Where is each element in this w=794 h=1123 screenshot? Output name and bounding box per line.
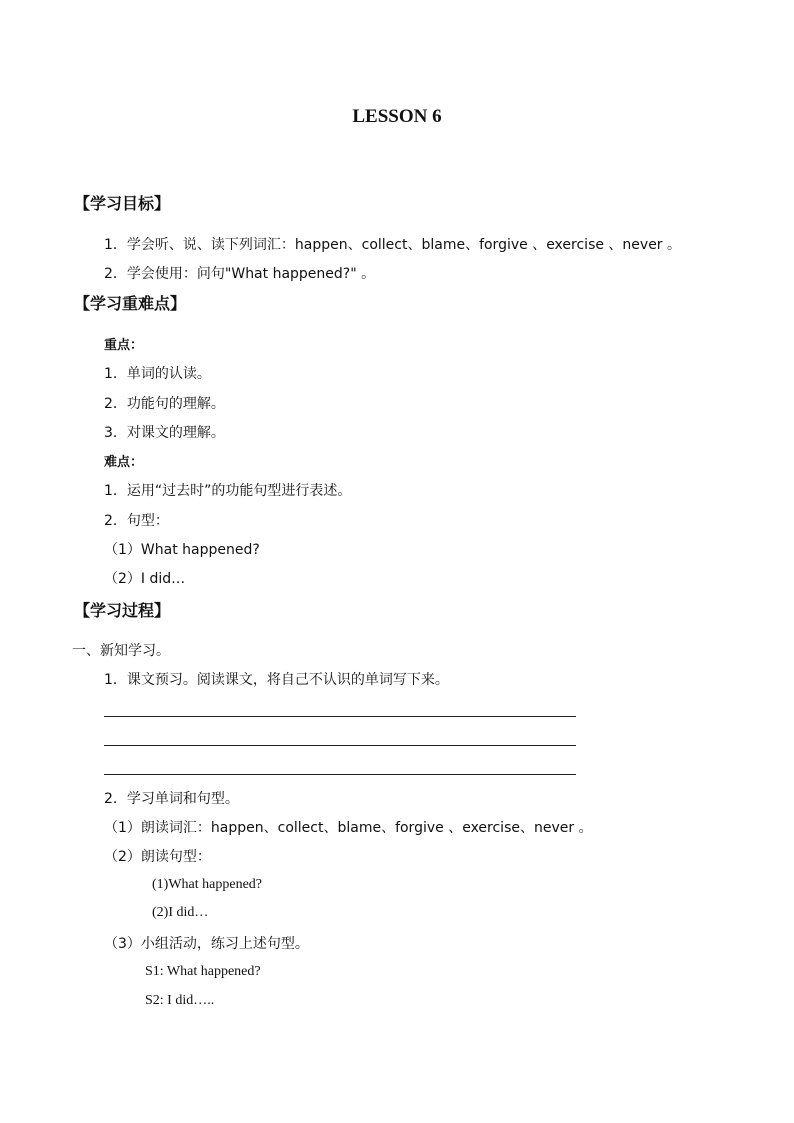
goal-item-2: 2．学会使用：问句"What happened?" 。	[104, 266, 376, 282]
page-title: LESSON 6	[352, 106, 442, 127]
pattern-item-2: （2）I did…	[104, 571, 186, 587]
key-item-2: 2．功能句的理解。	[104, 396, 225, 412]
difficulty-label: 难点：	[104, 455, 144, 470]
substep-3: （3）小组活动，练习上述句型。	[104, 936, 309, 952]
key-item-1: 1．单词的认读。	[104, 366, 211, 382]
goal-item-1: 1．学会听、说、读下列词汇：happen、collect、blame、forgive 、exercise 、never 。	[104, 237, 682, 253]
writing-line-2[interactable]	[104, 745, 576, 746]
process-heading: 【学习过程】	[74, 601, 171, 620]
step-1: 1．课文预习。阅读课文，将自己不认识的单词写下来。	[104, 672, 449, 688]
writing-line-1[interactable]	[104, 716, 576, 717]
substep-2-item-2: (2)I did…	[152, 905, 209, 920]
difficulty-item-2: 2．句型：	[104, 513, 169, 529]
substep-1: （1）朗读词汇：happen、collect、blame、forgive 、exercise、never 。	[104, 820, 593, 836]
difficulty-item-1: 1．运用“过去时”的功能句型进行表述。	[104, 483, 352, 499]
goals-heading: 【学习目标】	[74, 194, 171, 213]
dialogue-line-2: S2: I did…..	[145, 993, 215, 1008]
writing-line-3[interactable]	[104, 774, 576, 775]
step-2: 2．学习单词和句型。	[104, 791, 239, 807]
key-label: 重点：	[104, 338, 144, 353]
pattern-item-1: （1）What happened?	[104, 542, 260, 558]
dialogue-line-1: S1: What happened?	[145, 964, 261, 979]
keypoints-heading: 【学习重难点】	[74, 294, 187, 313]
substep-2: （2）朗读句型：	[104, 849, 211, 865]
substep-2-item-1: (1)What happened?	[152, 877, 262, 892]
key-item-3: 3．对课文的理解。	[104, 425, 225, 441]
part-1-title: 一、新知学习。	[72, 643, 170, 659]
